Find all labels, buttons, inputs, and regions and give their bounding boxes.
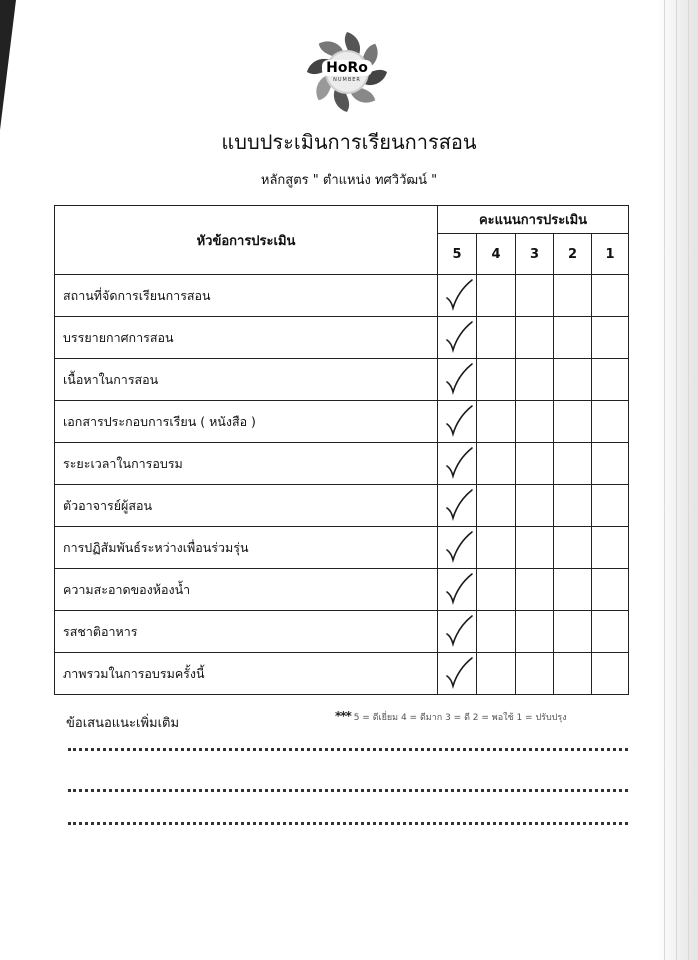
table-row [55,317,629,359]
form-title: แบบประเมินการเรียนการสอน [221,130,477,154]
logo-text: HoRo [322,60,372,76]
score-cell-4[interactable] [477,569,516,611]
table-row [55,527,629,569]
score-cell-2[interactable] [554,527,592,569]
checkmark-icon [444,444,476,482]
criteria-label: การปฏิสัมพันธ์ระหว่างเพื่อนร่วมรุ่น [55,527,438,569]
evaluation-table [54,205,629,695]
checkmark-icon [444,360,476,398]
score-column-4: 4 [477,234,516,275]
criteria-label: ความสะอาดของห้องน้ำ [55,569,438,611]
score-cell-5[interactable] [438,527,477,569]
score-cell-5[interactable] [438,317,477,359]
score-cell-1[interactable] [592,485,629,527]
score-column-2: 2 [554,234,592,275]
score-cell-2[interactable] [554,569,592,611]
score-cell-2[interactable] [554,401,592,443]
horo-logo [305,30,389,114]
table-row [55,611,629,653]
score-cell-2[interactable] [554,485,592,527]
criteria-label: ระยะเวลาในการอบรม [55,443,438,485]
criteria-label: เอกสารประกอบการเรียน ( หนังสือ ) [55,401,438,443]
score-cell-1[interactable] [592,359,629,401]
score-cell-1[interactable] [592,569,629,611]
score-cell-2[interactable] [554,611,592,653]
table-row [55,653,629,695]
score-cell-2[interactable] [554,275,592,317]
score-cell-2[interactable] [554,443,592,485]
score-cell-2[interactable] [554,359,592,401]
score-cell-1[interactable] [592,275,629,317]
score-cell-3[interactable] [516,611,554,653]
score-cell-3[interactable] [516,443,554,485]
score-cell-5[interactable] [438,359,477,401]
criteria-label: เนื้อหาในการสอน [55,359,438,401]
score-cell-1[interactable] [592,443,629,485]
score-cell-3[interactable] [516,527,554,569]
score-cell-4[interactable] [477,527,516,569]
score-cell-3[interactable] [516,359,554,401]
score-column-1: 1 [592,234,629,275]
criteria-label: บรรยายกาศการสอน [55,317,438,359]
score-column-5: 5 [438,234,477,275]
table-row [55,275,629,317]
suggestion-line[interactable] [68,789,628,792]
checkmark-icon [444,486,476,524]
score-cell-1[interactable] [592,611,629,653]
checkmark-icon [444,276,476,314]
score-cell-4[interactable] [477,275,516,317]
score-cell-5[interactable] [438,485,477,527]
score-cell-5[interactable] [438,653,477,695]
table-row [55,359,629,401]
score-cell-4[interactable] [477,485,516,527]
score-cell-3[interactable] [516,653,554,695]
score-cell-5[interactable] [438,611,477,653]
score-cell-4[interactable] [477,653,516,695]
suggestions-label: ข้อเสนอแนะเพิ่มเติม [66,716,180,731]
checkmark-icon [444,612,476,650]
score-cell-1[interactable] [592,317,629,359]
checkmark-icon [444,654,476,692]
scan-shadow-corner [0,0,16,130]
score-cell-3[interactable] [516,317,554,359]
table-row [55,569,629,611]
criteria-label: สถานที่จัดการเรียนการสอน [55,275,438,317]
table-row [55,443,629,485]
checkmark-icon [444,402,476,440]
score-cell-3[interactable] [516,275,554,317]
checkmark-icon [444,318,476,356]
score-header: คะแนนการประเมิน [438,206,629,234]
criteria-label: ภาพรวมในการอบรมครั้งนี้ [55,653,438,695]
score-column-3: 3 [516,234,554,275]
score-cell-2[interactable] [554,317,592,359]
score-cell-3[interactable] [516,569,554,611]
score-cell-5[interactable] [438,275,477,317]
suggestion-line[interactable] [68,748,628,751]
score-cell-4[interactable] [477,401,516,443]
score-cell-1[interactable] [592,401,629,443]
logo-subtext: NUMBER [333,77,361,83]
legend-stars: *** [335,709,351,723]
score-cell-1[interactable] [592,653,629,695]
criteria-header: หัวข้อการประเมิน [55,206,438,275]
score-cell-3[interactable] [516,485,554,527]
table-row [55,485,629,527]
score-cell-4[interactable] [477,611,516,653]
score-cell-2[interactable] [554,653,592,695]
suggestion-line[interactable] [68,822,628,825]
checkmark-icon [444,570,476,608]
score-cell-5[interactable] [438,401,477,443]
score-cell-4[interactable] [477,443,516,485]
score-cell-5[interactable] [438,569,477,611]
course-subtitle: หลักสูตร " ตำแหน่ง ทศวิวัฒน์ " [260,173,438,188]
table-row [55,401,629,443]
rating-legend [335,709,567,724]
score-cell-4[interactable] [477,359,516,401]
checkmark-icon [444,528,476,566]
score-cell-1[interactable] [592,527,629,569]
legend-text: 5 = ดีเยี่ยม 4 = ดีมาก 3 = ดี 2 = พอใช้ 1 = ปรับปรุง [353,713,567,723]
score-cell-4[interactable] [477,317,516,359]
score-cell-5[interactable] [438,443,477,485]
score-cell-3[interactable] [516,401,554,443]
criteria-label: ตัวอาจารย์ผู้สอน [55,485,438,527]
criteria-label: รสชาติอาหาร [55,611,438,653]
